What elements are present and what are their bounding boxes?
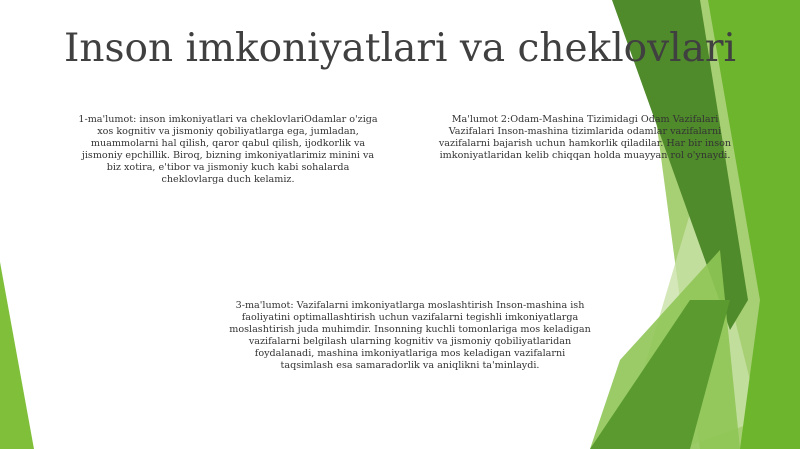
slide-title: Inson imkoniyatlari va cheklovlari <box>63 26 737 71</box>
info-block-2 <box>420 114 750 162</box>
info-block-2-line: Ma'lumot 2:Odam-Mashina Tizimidagi Odam Vazifalari <box>451 114 719 125</box>
info-block-2-line: imkoniyatlaridan kelib chiqqan holda muayyan rol o'ynaydi. <box>439 150 731 161</box>
info-block-3: 3-ma'lumot: Vazifalarni imkoniyatlarga moslashtirish Inson-mashina ish faoliyatini optimallashtirish uchun vazifalarni tegishli imkoniyatlarga moslashtirish juda muhimdir. Insonning kuchli tomonlariga mos keladigan vazifalarni belgilash ularning kognitiv va jismoniy qobiliyatlaridan foydalanadi, mashina imkoniyatlariga mos keladigan vazifalarni taqsimlash esa samaradorlik va aniqlikni ta'minlaydi. <box>229 300 591 371</box>
info-block-2-line: vazifalarni bajarish uchun hamkorlik qiladilar. Har bir inson <box>438 138 732 149</box>
info-block-1: 1-ma'lumot: inson imkoniyatlari va cheklovlariOdamlar o'ziga xos kognitiv va jismoniy qobiliyatlarga ega, jumladan, muammolarni hal qilish, qaror qabul qilish, ijodkorlik va jismoniy epchillik. Biroq, bizning imkoniyatlarimiz minini va biz xotira, e'tibor va jismoniy kuch kabi sohalarda cheklovlarga duch kelamiz. <box>78 114 378 185</box>
info-block-2-line: Vazifalari Inson-mashina tizimlarida odamlar vazifalarni <box>448 126 722 137</box>
left-sliver-shape <box>0 262 34 449</box>
